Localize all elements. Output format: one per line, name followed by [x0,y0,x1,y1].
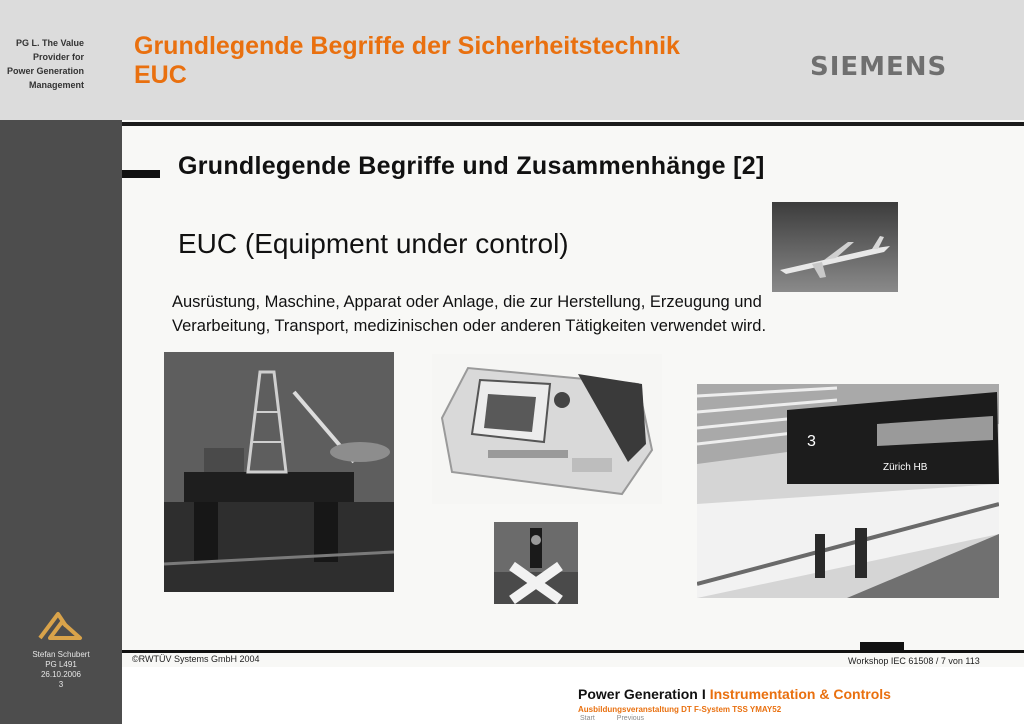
delta-logo-icon [36,610,84,642]
nav-start-link[interactable]: Start [580,715,595,722]
slide-workshop-ref: Workshop IEC 61508 / 7 von 113 [848,656,980,666]
footer-separator: I [701,686,706,702]
page-number: 3 [58,680,64,689]
slide-heading: Grundlegende Begriffe und Zusammenhänge [2] [178,152,765,180]
slide-image [122,120,1024,667]
train-station-photo [697,384,999,598]
siemens-logo: SIEMENS [810,52,948,82]
nav-previous-link[interactable]: Previous [616,715,645,722]
slide-bottom-rule [122,650,1024,653]
author-date: 26.10.2006 [40,670,82,679]
train-sign-number: 3 [807,433,816,450]
page-title [134,32,680,90]
pg-tagline [0,36,84,92]
tagline-line: Provider for [32,52,84,62]
airplane-photo [772,202,898,292]
desc-line-1: Ausrüstung, Maschine, Apparat oder Anlage, die zur Herstellung, Erzeugung und [172,293,762,311]
slide-top-rule [122,122,1024,126]
tagline-line: Power Generation [6,66,84,76]
title-line-2: EUC [134,61,187,89]
footer-title [578,686,891,702]
defibrillator-photo [432,354,662,504]
slide-dash [122,170,160,178]
oil-rig-photo [164,352,394,592]
author-block [0,650,122,690]
slide-euc-title: EUC (Equipment under control) [178,228,569,259]
footer-division: Power Generation [578,686,698,702]
railway-crossing-photo [494,522,578,604]
slide-bottom-mark [860,642,904,650]
slide-copyright: ©RWTÜV Systems GmbH 2004 [132,654,260,664]
footer-subtitle: Ausbildungsveranstaltung DT F-System TSS YMAY52 [578,705,782,714]
header-bar [0,0,1024,120]
author-code: PG L491 [45,660,77,669]
footer-department: Instrumentation & Controls [709,686,891,702]
sidebar [0,120,122,724]
tagline-line: Management [28,80,84,90]
title-line-1: Grundlegende Begriffe der Sicherheitstechnik [134,32,680,60]
author-name: Stefan Schubert [32,650,90,659]
train-sign-destination: Zürich HB [883,462,928,473]
tagline-line: PG L. The Value [15,38,84,48]
footer-nav [580,715,666,722]
desc-line-2: Verarbeitung, Transport, medizinischen oder anderen Tätigkeiten verwendet wird. [172,317,767,335]
slide-description [172,290,892,338]
